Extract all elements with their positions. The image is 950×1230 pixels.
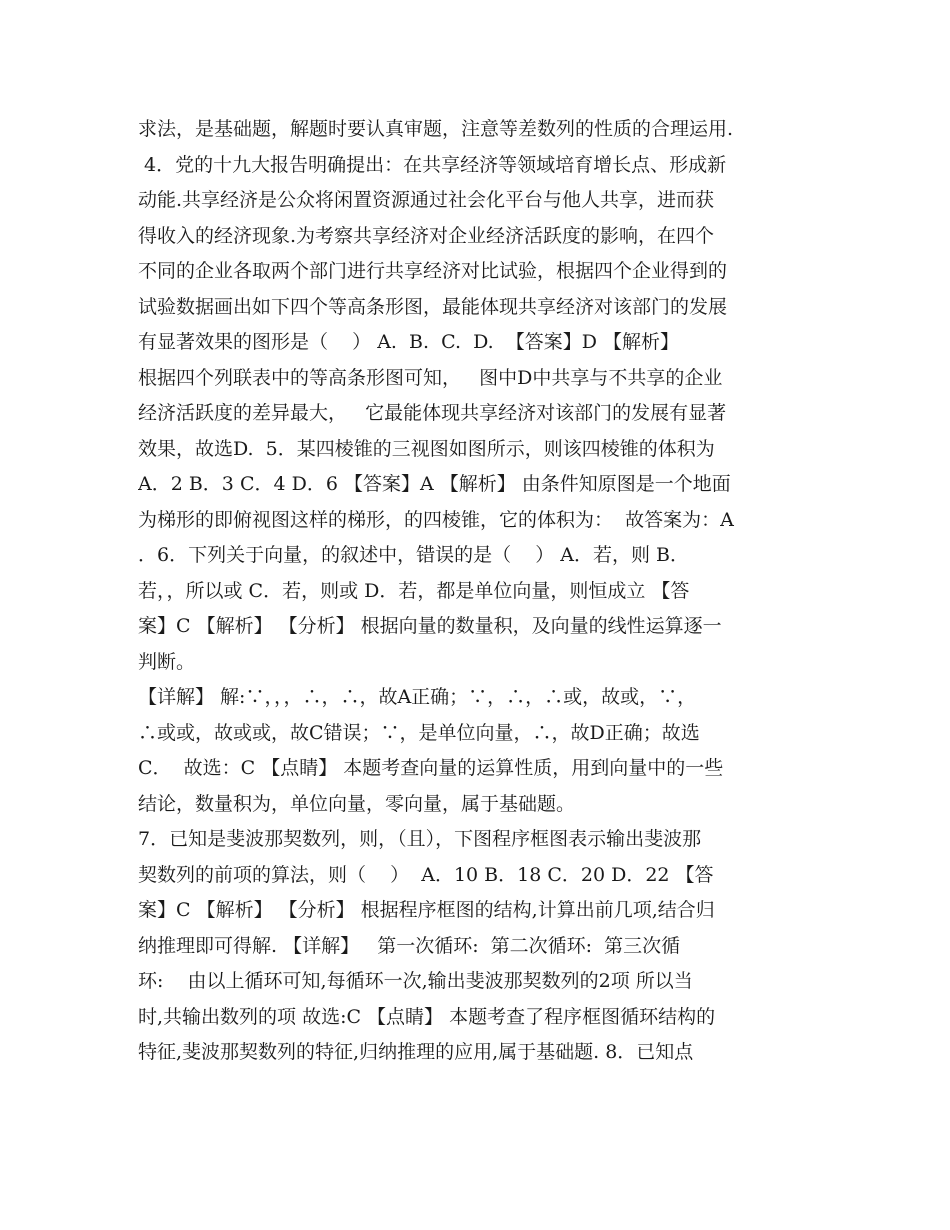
text-line: 经济活跃度的差异最大， 它最能体现共享经济对该部门的发展有显著 [138, 402, 727, 424]
text-line: 动能.共享经济是公众将闲置资源通过社会化平台与他人共享，进而获 [138, 189, 715, 211]
text-line: 纳推理即可得解. 【详解】 第一次循环: 第二次循环: 第三次循 [138, 934, 681, 957]
text-line: 契数列的前项的算法，则（ ） A．10 B．18 C．20 D．22 【答 [138, 863, 714, 886]
text-line: C． 故选：C 【点睛】 本题考查向量的运算性质，用到向量中的一些 [138, 757, 724, 779]
document-body [138, 112, 814, 1071]
text-line: 得收入的经济现象.为考察共享经济对企业经济活跃度的影响，在四个 [138, 224, 715, 247]
text-line: 试验数据画出如下四个等高条形图，最能体现共享经济对该部门的发展 [138, 295, 728, 318]
text-line: 效果，故选D. 5．某四棱锥的三视图如图所示，则该四棱锥的体积为 [138, 437, 715, 460]
text-line: 判断。 [138, 650, 196, 673]
text-line: 结论，数量积为，单位向量，零向量，属于基础题。 [138, 792, 576, 815]
text-line: 有显著效果的图形是（ ） A. B. C. D. 【答案】D 【解析】 [138, 331, 680, 353]
text-line: 环: 由以上循环可知,每循环一次,输出斐波那契数列的2项 所以当 [138, 970, 693, 992]
text-line: 7．已知是斐波那契数列，则，（且），下图程序框图表示输出斐波那 [138, 828, 702, 850]
text-line: 根据四个列联表中的等高条形图可知， 图中D中共享与不共享的企业 [138, 366, 723, 389]
text-line: 不同的企业各取两个部门进行共享经济对比试验，根据四个企业得到的 [138, 260, 728, 282]
text-line: ．6．下列关于向量，的叙述中，错误的是（ ） A．若，则 B． [138, 544, 690, 566]
text-line: 时,共输出数列的项 故选:C 【点睛】 本题考查了程序框图循环结构的 [138, 1005, 716, 1028]
text-line: 特征,斐波那契数列的特征,归纳推理的应用,属于基础题. 8．已知点 [138, 1041, 694, 1063]
text-line: 4．党的十九大报告明确提出：在共享经济等领域培育增长点、形成新 [138, 153, 727, 176]
text-line: ∴或或，故或或，故C错误；∵，是单位向量，∴，故D正确；故选 [138, 721, 700, 744]
text-line: 案】C 【解析】 【分析】 根据程序框图的结构,计算出前几项,结合归 [138, 899, 715, 921]
text-line: 若，，所以或 C．若，则或 D．若，都是单位向量，则恒成立 【答 [138, 579, 690, 602]
text-line: 求法，是基础题，解题时要认真审题，注意等差数列的性质的合理运用. [138, 118, 734, 140]
text-line: 案】C 【解析】 【分析】 根据向量的数量积，及向量的线性运算逐一 [138, 615, 722, 637]
text-line: 为梯形的即俯视图这样的梯形，的四棱锥，它的体积为： 故答案为：A [138, 508, 734, 531]
text-line: 【详解】 解:∵，，，∴，∴，故A正确；∵，∴，∴或，故或，∵， [138, 686, 697, 708]
text-line: A．2 B．3 C．4 D．6 【答案】A 【解析】 由条件知原图是一个地面 [138, 473, 731, 495]
